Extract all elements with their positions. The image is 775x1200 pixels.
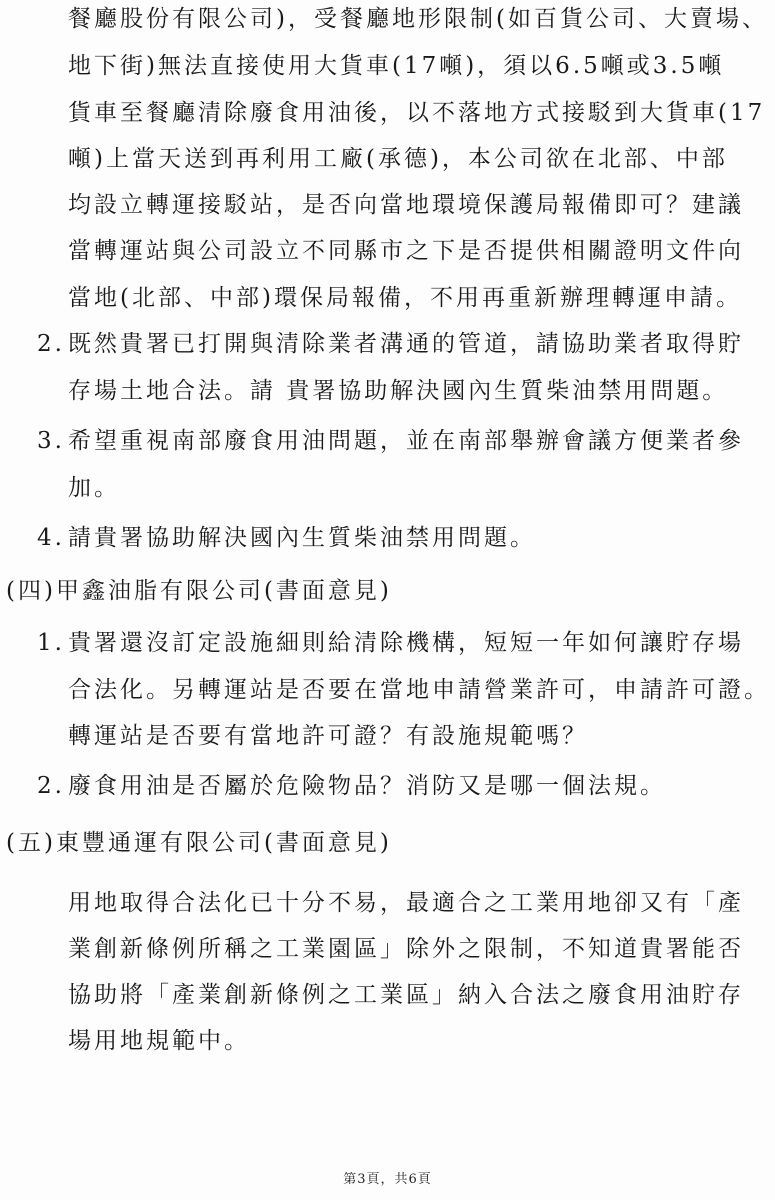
- item-line: 轉運站是否要有當地許可證？有設施規範嗎？: [68, 723, 588, 749]
- item-number: 2.: [37, 331, 65, 357]
- item-line: 請貴署協助解決國內生質柴油禁用問題。: [68, 525, 536, 551]
- paragraph-line: 當轉運站與公司設立不同縣市之下是否提供相關證明文件向: [68, 238, 744, 264]
- item-line: 廢食用油是否屬於危險物品？消防又是哪一個法規。: [68, 773, 666, 799]
- section-heading: (四)甲鑫油脂有限公司(書面意見): [6, 578, 392, 604]
- paragraph-line: 協助將「產業創新條例之工業區」納入合法之廢食用油貯存: [68, 982, 744, 1008]
- item-line: 存場土地合法。請 貴署協助解決國內生質柴油禁用問題。: [68, 378, 729, 404]
- page-number: 第3頁，共6頁: [343, 1172, 432, 1187]
- paragraph-line: 貨車至餐廳清除廢食用油後，以不落地方式接駁到大貨車(17: [68, 100, 766, 126]
- item-line: 希望重視南部廢食用油問題，並在南部舉辦會議方便業者參: [68, 428, 744, 454]
- paragraph-line: 噸)上當天送到再利用工廠(承德)，本公司欲在北部、中部: [68, 146, 728, 172]
- paragraph-line: 均設立轉運接駁站，是否向當地環境保護局報備即可？建議: [68, 192, 744, 218]
- paragraph-line: 用地取得合法化已十分不易，最適合之工業用地卻又有「產: [68, 890, 744, 916]
- paragraph-line: 業創新條例所稱之工業園區」除外之限制，不知道貴署能否: [68, 936, 744, 962]
- item-number: 2.: [37, 773, 65, 799]
- item-line: 貴署還沒訂定設施細則給清除機構，短短一年如何讓貯存場: [68, 630, 744, 656]
- paragraph-line: 場用地規範中。: [68, 1028, 250, 1054]
- paragraph-line: 當地(北部、中部)環保局報備，不用再重新辦理轉運申請。: [68, 285, 742, 311]
- item-number: 3.: [37, 428, 65, 454]
- item-number: 4.: [37, 525, 65, 551]
- paragraph-line: 地下街)無法直接使用大貨車(17噸)，須以6.5噸或3.5噸: [68, 53, 725, 79]
- item-number: 1.: [37, 630, 65, 656]
- item-line: 合法化。另轉運站是否要在當地申請營業許可，申請許可證。: [68, 677, 770, 703]
- paragraph-line: 餐廳股份有限公司)，受餐廳地形限制(如百貨公司、大賣場、: [68, 6, 768, 32]
- item-line: 加。: [68, 475, 120, 501]
- item-line: 既然貴署已打開與清除業者溝通的管道，請協助業者取得貯: [68, 331, 744, 357]
- section-heading: (五)東豐通運有限公司(書面意見): [6, 830, 392, 856]
